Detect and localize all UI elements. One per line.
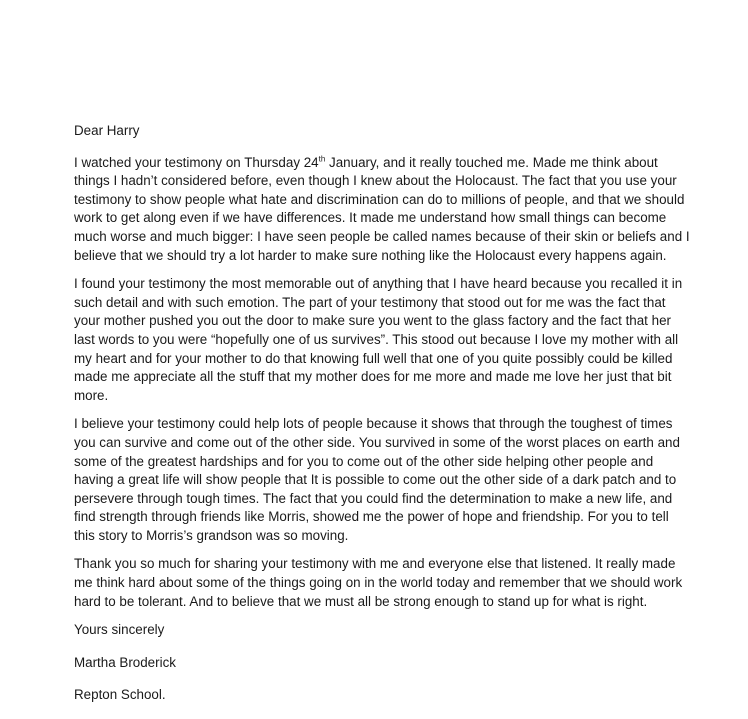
paragraph-line: find strength through friends like Morris, showed me the power of hope and friendship. For you to tell	[74, 509, 669, 525]
paragraph-line: made me appreciate all the stuff that my mother does for me more and made me love her just that bit	[74, 369, 672, 385]
paragraph-4	[74, 555, 694, 611]
paragraph-line: much worse and much bigger: I have seen people be called names because of their skin or beliefs and I	[74, 228, 690, 244]
paragraph-line: believe that we should try a lot harder to make sure nothing like the Holocaust every happens again.	[74, 247, 667, 263]
letter	[74, 122, 694, 719]
paragraph-line: such detail and with such emotion. The part of your testimony that stood out for me was the fact that	[74, 294, 666, 310]
paragraph-line: hard to be tolerant. And to believe that we must all be strong enough to stand up for what is right.	[74, 593, 648, 609]
paragraph-line: testimony to show people what hate and discrimination can do to millions of people, and that we should	[74, 191, 685, 207]
closing: Yours sincerely	[74, 622, 165, 638]
paragraph-line: this story to Morris’s grandson was so moving.	[74, 527, 349, 543]
paragraph-line	[74, 154, 694, 173]
date-text-rest: January, and it really touched me. Made me think about	[325, 154, 658, 170]
paragraph-line: more.	[74, 387, 109, 403]
paragraph-line: I believe your testimony could help lots of people because it shows that through the toughest of times	[74, 416, 673, 432]
paragraph-line: Thank you so much for sharing your testimony with me and everyone else that listened. It really made	[74, 556, 676, 572]
paragraph-line: your mother pushed you out the door to make sure you went to the glass factory and the fact that her	[74, 313, 671, 329]
date-superscript: th	[318, 154, 326, 164]
paragraph-1	[74, 154, 694, 266]
signature-name: Martha Broderick	[74, 654, 176, 670]
greeting: Dear Harry	[74, 123, 140, 138]
paragraph-line: last words to you were “hopefully one of us survives”. This stood out because I love my mother with all	[74, 331, 679, 347]
paragraph-line: persevere through tough times. The fact that you could find the determination to make a new life, and	[74, 490, 673, 506]
school-name: Repton School.	[74, 687, 166, 703]
paragraph-line: having a great life will show people that It is possible to come out the other side of a dark patch and to	[74, 472, 677, 488]
paragraph-line: my heart and for your mother to do that knowing full well that one of you quite possibly could be killed	[74, 350, 673, 366]
paragraph-line: things I hadn’t considered before, even though I knew about the Holocaust. The fact that you use your	[74, 173, 677, 189]
paragraph-line: work to get along even if we have differences. It made me understand how small things can become	[74, 210, 667, 226]
paragraph-3	[74, 415, 694, 545]
date-text: I watched your testimony on Thursday 24	[74, 154, 319, 170]
paragraph-2	[74, 275, 694, 405]
paragraph-line: you can survive and come out of the other side. You survived in some of the worst places on earth and	[74, 434, 680, 450]
paragraph-line: some of the greatest hardships and for you to come out of the other side helping other people and	[74, 453, 654, 469]
paragraph-line: me think hard about some of the things going on in the world today and remember that we should work	[74, 575, 683, 591]
paragraph-line: I found your testimony the most memorable out of anything that I have heard because you recalled it in	[74, 276, 683, 292]
